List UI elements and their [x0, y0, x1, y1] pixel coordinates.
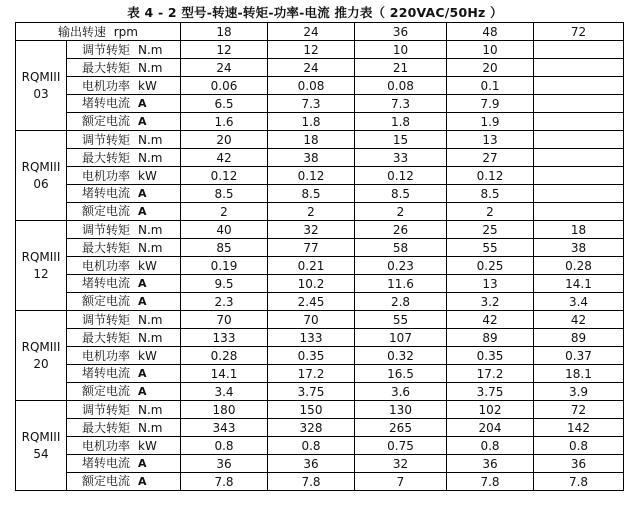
- table-row: [16, 347, 624, 365]
- model-name: RQMIII: [21, 429, 61, 444]
- value-cell: 12: [181, 41, 268, 59]
- value-cell: 77: [268, 239, 355, 257]
- speed-header-label: 输出转速: [58, 24, 107, 39]
- param-cell: [67, 185, 181, 203]
- value-cell: 2: [355, 203, 447, 221]
- param-label: 最大转矩: [82, 150, 131, 165]
- value-cell: 142: [534, 419, 624, 437]
- value-cell: 328: [268, 419, 355, 437]
- param-label: 额定电流: [82, 294, 131, 308]
- value-cell: 42: [534, 311, 624, 329]
- value-cell: 17.2: [447, 365, 534, 383]
- value-cell: 8.5: [181, 185, 268, 203]
- value-cell: [534, 131, 624, 149]
- value-cell: 1.8: [268, 113, 355, 131]
- speed-header-unit: rpm: [113, 24, 138, 39]
- value-cell: 12: [268, 41, 355, 59]
- value-cell: 10.2: [268, 275, 355, 293]
- value-cell: [534, 95, 624, 113]
- value-cell: 7.3: [268, 95, 355, 113]
- value-cell: 72: [534, 401, 624, 419]
- value-cell: 0.08: [355, 77, 447, 95]
- param-label: 堵转电流: [82, 276, 131, 290]
- value-cell: 15: [355, 131, 447, 149]
- table-row: [16, 59, 624, 77]
- value-cell: 107: [355, 329, 447, 347]
- value-cell: 20: [447, 59, 534, 77]
- value-cell: 13: [447, 275, 534, 293]
- value-cell: 70: [268, 311, 355, 329]
- param-unit: N.m: [138, 150, 163, 165]
- table-row: [16, 365, 624, 383]
- table-row: [16, 131, 624, 149]
- value-cell: 3.4: [181, 383, 268, 401]
- param-unit: kW: [138, 168, 157, 183]
- value-cell: [534, 203, 624, 221]
- value-cell: 38: [534, 239, 624, 257]
- value-cell: 10: [447, 41, 534, 59]
- table-row: [16, 383, 624, 401]
- param-label: 额定电流: [82, 114, 131, 128]
- value-cell: 18: [268, 131, 355, 149]
- value-cell: 36: [534, 455, 624, 473]
- param-unit: A: [138, 277, 147, 290]
- model-size: 03: [33, 86, 49, 101]
- value-cell: 1.9: [447, 113, 534, 131]
- param-unit: N.m: [138, 240, 163, 255]
- value-cell: 150: [268, 401, 355, 419]
- param-cell: [67, 239, 181, 257]
- param-cell: [67, 149, 181, 167]
- speed-cell: 18: [181, 23, 268, 41]
- value-cell: 0.8: [268, 437, 355, 455]
- value-cell: 1.6: [181, 113, 268, 131]
- param-cell: [67, 293, 181, 311]
- value-cell: 24: [268, 59, 355, 77]
- value-cell: 7: [355, 473, 447, 491]
- value-cell: 18: [534, 221, 624, 239]
- param-label: 堵转电流: [82, 96, 131, 110]
- param-cell: [67, 311, 181, 329]
- param-label: 调节转矩: [82, 402, 131, 417]
- value-cell: 2.3: [181, 293, 268, 311]
- value-cell: 85: [181, 239, 268, 257]
- value-cell: 1.8: [355, 113, 447, 131]
- value-cell: 14.1: [534, 275, 624, 293]
- table-row: [16, 221, 624, 239]
- value-cell: [534, 77, 624, 95]
- value-cell: 20: [181, 131, 268, 149]
- param-unit: A: [138, 187, 147, 200]
- value-cell: 0.28: [181, 347, 268, 365]
- model-size: 54: [33, 446, 49, 461]
- param-cell: [67, 77, 181, 95]
- value-cell: 36: [181, 455, 268, 473]
- header-row: [16, 23, 624, 41]
- param-unit: A: [138, 97, 147, 110]
- value-cell: 38: [268, 149, 355, 167]
- value-cell: 3.4: [534, 293, 624, 311]
- value-cell: 33: [355, 149, 447, 167]
- value-cell: [534, 149, 624, 167]
- value-cell: 2.45: [268, 293, 355, 311]
- table-row: [16, 455, 624, 473]
- param-unit: N.m: [138, 312, 163, 327]
- model-cell: [16, 221, 67, 311]
- param-cell: [67, 275, 181, 293]
- param-cell: [67, 329, 181, 347]
- value-cell: 3.2: [447, 293, 534, 311]
- table-row: [16, 113, 624, 131]
- model-name: RQMIII: [21, 159, 61, 174]
- value-cell: 18.1: [534, 365, 624, 383]
- value-cell: 0.35: [268, 347, 355, 365]
- value-cell: 343: [181, 419, 268, 437]
- table-row: [16, 95, 624, 113]
- param-cell: [67, 203, 181, 221]
- value-cell: 70: [181, 311, 268, 329]
- param-unit: A: [138, 367, 147, 380]
- param-label: 电机功率: [82, 348, 131, 363]
- table-row: [16, 329, 624, 347]
- value-cell: 0.19: [181, 257, 268, 275]
- table-row: [16, 473, 624, 491]
- speed-header-cell: [16, 23, 181, 41]
- param-label: 额定电流: [82, 204, 131, 218]
- param-cell: [67, 383, 181, 401]
- speed-cell: 36: [355, 23, 447, 41]
- param-cell: [67, 41, 181, 59]
- value-cell: 0.8: [447, 437, 534, 455]
- value-cell: 21: [355, 59, 447, 77]
- value-cell: 36: [268, 455, 355, 473]
- param-label: 最大转矩: [82, 60, 131, 75]
- model-size: 12: [33, 266, 49, 281]
- param-label: 调节转矩: [82, 222, 131, 237]
- model-cell: [16, 311, 67, 401]
- value-cell: 0.21: [268, 257, 355, 275]
- param-cell: [67, 257, 181, 275]
- param-unit: N.m: [138, 402, 163, 417]
- value-cell: 0.12: [355, 167, 447, 185]
- value-cell: 8.5: [447, 185, 534, 203]
- value-cell: [534, 185, 624, 203]
- value-cell: 2.8: [355, 293, 447, 311]
- param-label: 堵转电流: [82, 366, 131, 380]
- value-cell: 102: [447, 401, 534, 419]
- param-unit: N.m: [138, 60, 163, 75]
- value-cell: 7.9: [447, 95, 534, 113]
- table-row: [16, 77, 624, 95]
- value-cell: 7.3: [355, 95, 447, 113]
- param-label: 堵转电流: [82, 186, 131, 200]
- value-cell: 89: [447, 329, 534, 347]
- model-name: RQMIII: [21, 339, 61, 354]
- value-cell: 55: [355, 311, 447, 329]
- param-cell: [67, 95, 181, 113]
- value-cell: 180: [181, 401, 268, 419]
- value-cell: 0.32: [355, 347, 447, 365]
- model-name: RQMIII: [21, 249, 61, 264]
- value-cell: 0.06: [181, 77, 268, 95]
- speed-cell: 48: [447, 23, 534, 41]
- value-cell: 16.5: [355, 365, 447, 383]
- param-label: 最大转矩: [82, 240, 131, 255]
- model-name: RQMIII: [21, 69, 61, 84]
- table-row: [16, 41, 624, 59]
- param-unit: kW: [138, 78, 157, 93]
- param-cell: [67, 473, 181, 491]
- value-cell: 0.35: [447, 347, 534, 365]
- value-cell: 0.8: [534, 437, 624, 455]
- speed-cell: 24: [268, 23, 355, 41]
- table-row: [16, 167, 624, 185]
- value-cell: 24: [181, 59, 268, 77]
- param-unit: N.m: [138, 132, 163, 147]
- param-unit: N.m: [138, 420, 163, 435]
- param-label: 堵转电流: [82, 456, 131, 470]
- value-cell: [534, 41, 624, 59]
- param-cell: [67, 437, 181, 455]
- param-label: 额定电流: [82, 384, 131, 398]
- table-row: [16, 419, 624, 437]
- param-label: 电机功率: [82, 258, 131, 273]
- value-cell: 58: [355, 239, 447, 257]
- param-unit: N.m: [138, 222, 163, 237]
- value-cell: 133: [268, 329, 355, 347]
- value-cell: 204: [447, 419, 534, 437]
- param-unit: kW: [138, 348, 157, 363]
- table-row: [16, 203, 624, 221]
- value-cell: 0.12: [447, 167, 534, 185]
- value-cell: 0.12: [268, 167, 355, 185]
- value-cell: 13: [447, 131, 534, 149]
- value-cell: 7.8: [447, 473, 534, 491]
- table-row: [16, 401, 624, 419]
- value-cell: 0.08: [268, 77, 355, 95]
- param-label: 电机功率: [82, 168, 131, 183]
- table-body: [16, 23, 624, 491]
- param-label: 电机功率: [82, 78, 131, 93]
- param-label: 额定电流: [82, 474, 131, 488]
- value-cell: 55: [447, 239, 534, 257]
- value-cell: 133: [181, 329, 268, 347]
- value-cell: 36: [447, 455, 534, 473]
- value-cell: 32: [355, 455, 447, 473]
- table-row: [16, 239, 624, 257]
- param-label: 调节转矩: [82, 312, 131, 327]
- value-cell: 0.37: [534, 347, 624, 365]
- value-cell: 2: [268, 203, 355, 221]
- param-cell: [67, 401, 181, 419]
- param-cell: [67, 59, 181, 77]
- table-row: [16, 275, 624, 293]
- param-unit: A: [138, 205, 147, 218]
- param-unit: A: [138, 385, 147, 398]
- param-unit: N.m: [138, 42, 163, 57]
- value-cell: 3.9: [534, 383, 624, 401]
- value-cell: 40: [181, 221, 268, 239]
- value-cell: 25: [447, 221, 534, 239]
- param-unit: N.m: [138, 330, 163, 345]
- param-unit: A: [138, 295, 147, 308]
- table-row: [16, 257, 624, 275]
- table-row: [16, 185, 624, 203]
- value-cell: 0.75: [355, 437, 447, 455]
- value-cell: 0.25: [447, 257, 534, 275]
- speed-cell: 72: [534, 23, 624, 41]
- value-cell: 9.5: [181, 275, 268, 293]
- param-cell: [67, 221, 181, 239]
- param-label: 调节转矩: [82, 42, 131, 57]
- model-cell: [16, 401, 67, 491]
- value-cell: 27: [447, 149, 534, 167]
- value-cell: 14.1: [181, 365, 268, 383]
- value-cell: [534, 167, 624, 185]
- param-unit: kW: [138, 258, 157, 273]
- value-cell: 0.28: [534, 257, 624, 275]
- table-row: [16, 311, 624, 329]
- value-cell: 0.12: [181, 167, 268, 185]
- param-cell: [67, 113, 181, 131]
- param-label: 电机功率: [82, 438, 131, 453]
- value-cell: 17.2: [268, 365, 355, 383]
- value-cell: 11.6: [355, 275, 447, 293]
- value-cell: 130: [355, 401, 447, 419]
- value-cell: 32: [268, 221, 355, 239]
- table-row: [16, 437, 624, 455]
- param-unit: kW: [138, 438, 157, 453]
- value-cell: 8.5: [268, 185, 355, 203]
- param-unit: A: [138, 475, 147, 488]
- param-unit: A: [138, 115, 147, 128]
- value-cell: 3.6: [355, 383, 447, 401]
- param-cell: [67, 419, 181, 437]
- model-cell: [16, 131, 67, 221]
- value-cell: 7.8: [534, 473, 624, 491]
- param-label: 最大转矩: [82, 330, 131, 345]
- model-cell: [16, 41, 67, 131]
- value-cell: 0.8: [181, 437, 268, 455]
- value-cell: 42: [447, 311, 534, 329]
- value-cell: [534, 113, 624, 131]
- value-cell: 26: [355, 221, 447, 239]
- value-cell: 10: [355, 41, 447, 59]
- param-cell: [67, 455, 181, 473]
- value-cell: 42: [181, 149, 268, 167]
- param-cell: [67, 365, 181, 383]
- value-cell: 3.75: [447, 383, 534, 401]
- param-cell: [67, 347, 181, 365]
- param-unit: A: [138, 457, 147, 470]
- param-cell: [67, 131, 181, 149]
- value-cell: 0.1: [447, 77, 534, 95]
- table-title: 表 4 - 2 型号-转速-转矩-功率-电流 推力表（ 220VAC/50Hz ）: [127, 5, 503, 20]
- param-label: 最大转矩: [82, 420, 131, 435]
- value-cell: 265: [355, 419, 447, 437]
- value-cell: 3.75: [268, 383, 355, 401]
- value-cell: 0.23: [355, 257, 447, 275]
- model-size: 06: [33, 176, 49, 191]
- value-cell: 2: [181, 203, 268, 221]
- value-cell: 89: [534, 329, 624, 347]
- model-size: 20: [33, 356, 49, 371]
- value-cell: 7.8: [268, 473, 355, 491]
- spec-table: [15, 22, 624, 491]
- value-cell: 6.5: [181, 95, 268, 113]
- table-row: [16, 293, 624, 311]
- table-row: [16, 149, 624, 167]
- value-cell: 8.5: [355, 185, 447, 203]
- param-cell: [67, 167, 181, 185]
- value-cell: 7.8: [181, 473, 268, 491]
- value-cell: 2: [447, 203, 534, 221]
- param-label: 调节转矩: [82, 132, 131, 147]
- value-cell: [534, 59, 624, 77]
